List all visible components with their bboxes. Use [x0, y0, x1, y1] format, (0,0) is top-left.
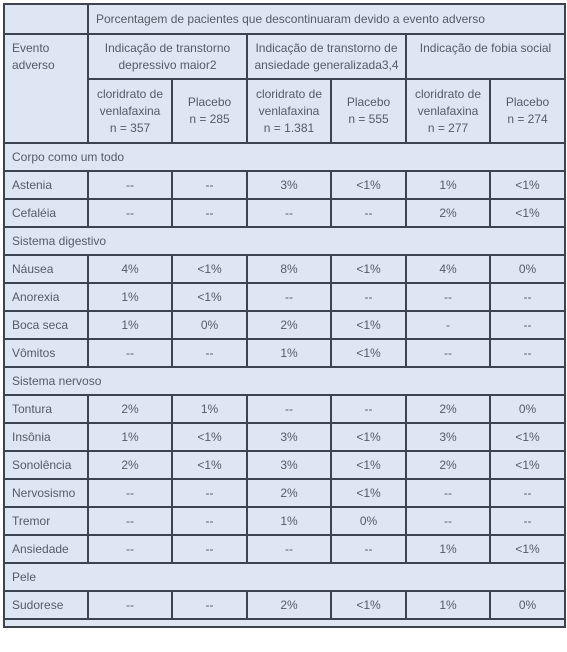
table-row [4, 283, 565, 311]
value-cell: <1% [490, 451, 565, 479]
arm-header [406, 79, 490, 143]
arm-header [88, 79, 172, 143]
value-cell: 2% [88, 451, 172, 479]
trailing-row [4, 619, 565, 627]
value-cell: 3% [406, 423, 490, 451]
event-label: Cefaléia [4, 199, 88, 227]
table-row [4, 395, 565, 423]
arm-name: Placebo [346, 95, 391, 109]
section-title: Pele [4, 563, 565, 591]
value-cell: <1% [490, 199, 565, 227]
value-cell: - [406, 311, 490, 339]
event-label: Sudorese [4, 591, 88, 619]
section-row [4, 227, 565, 255]
value-cell: 0% [490, 255, 565, 283]
value-cell: 4% [88, 255, 172, 283]
value-cell: 2% [247, 591, 331, 619]
value-cell: 1% [88, 423, 172, 451]
value-cell: -- [331, 395, 406, 423]
arm-n: n = 555 [348, 112, 389, 126]
table-title: Porcentagem de pacientes que descontinuaram devido a evento adverso [88, 4, 565, 34]
value-cell: -- [88, 591, 172, 619]
arm-name: cloridrato de venlafaxina [255, 86, 323, 118]
value-cell: 1% [88, 311, 172, 339]
table-body [4, 4, 565, 627]
value-cell: <1% [172, 283, 247, 311]
event-label: Astenia [4, 171, 88, 199]
adverse-events-table [3, 3, 566, 628]
value-cell: 3% [247, 171, 331, 199]
value-cell: 3% [247, 451, 331, 479]
event-label: Insônia [4, 423, 88, 451]
event-label: Sonolência [4, 451, 88, 479]
arm-header [247, 79, 331, 143]
value-cell: 4% [406, 255, 490, 283]
table-row [4, 479, 565, 507]
value-cell: <1% [172, 255, 247, 283]
table-row [4, 199, 565, 227]
value-cell: 2% [247, 311, 331, 339]
row-label-header: Evento adverso [4, 34, 88, 143]
section-row [4, 563, 565, 591]
event-label: Tontura [4, 395, 88, 423]
value-cell: 2% [406, 451, 490, 479]
event-label: Nervosismo [4, 479, 88, 507]
value-cell: -- [88, 535, 172, 563]
value-cell: -- [88, 199, 172, 227]
value-cell: 0% [490, 395, 565, 423]
value-cell: 1% [406, 591, 490, 619]
value-cell: <1% [172, 451, 247, 479]
value-cell: -- [331, 199, 406, 227]
value-cell: 1% [247, 339, 331, 367]
value-cell: -- [247, 395, 331, 423]
value-cell: -- [406, 507, 490, 535]
value-cell: <1% [331, 255, 406, 283]
value-cell: -- [172, 199, 247, 227]
value-cell: <1% [172, 423, 247, 451]
value-cell: 8% [247, 255, 331, 283]
value-cell: -- [88, 171, 172, 199]
value-cell: -- [172, 591, 247, 619]
event-label: Boca seca [4, 311, 88, 339]
value-cell: -- [247, 535, 331, 563]
value-cell: -- [247, 199, 331, 227]
value-cell: 0% [172, 311, 247, 339]
value-cell: -- [172, 171, 247, 199]
value-cell: -- [88, 479, 172, 507]
section-title: Sistema digestivo [4, 227, 565, 255]
value-cell: -- [490, 479, 565, 507]
table-row [4, 311, 565, 339]
arm-n: n = 277 [427, 120, 469, 135]
arm-n: n = 357 [109, 120, 151, 135]
value-cell: -- [172, 479, 247, 507]
value-cell: <1% [331, 451, 406, 479]
value-cell: 1% [88, 283, 172, 311]
header-corner-cell [4, 4, 88, 34]
value-cell: -- [406, 479, 490, 507]
value-cell: -- [172, 535, 247, 563]
value-cell: -- [331, 283, 406, 311]
section-row [4, 367, 565, 395]
value-cell: 3% [247, 423, 331, 451]
header-row-title [4, 4, 565, 34]
value-cell: 2% [406, 395, 490, 423]
table-row [4, 451, 565, 479]
value-cell: <1% [331, 339, 406, 367]
table-row [4, 507, 565, 535]
header-row-arms [4, 79, 565, 143]
group-header-mdd: Indicação de transtorno depressivo maior2 [88, 34, 247, 79]
table-row [4, 535, 565, 563]
value-cell: -- [331, 535, 406, 563]
arm-header [172, 79, 247, 143]
arm-name: Placebo [187, 95, 232, 109]
header-row-groups [4, 34, 565, 79]
value-cell: -- [172, 339, 247, 367]
section-title: Sistema nervoso [4, 367, 565, 395]
value-cell: 2% [88, 395, 172, 423]
value-cell: -- [490, 507, 565, 535]
value-cell: -- [406, 283, 490, 311]
arm-header [331, 79, 406, 143]
table-row [4, 171, 565, 199]
section-row [4, 143, 565, 171]
arm-name: cloridrato de venlafaxina [96, 86, 164, 118]
value-cell: <1% [490, 171, 565, 199]
group-header-social-phobia: Indicação de fobia social [406, 34, 565, 79]
table-row [4, 591, 565, 619]
value-cell: 0% [490, 591, 565, 619]
value-cell: -- [490, 311, 565, 339]
value-cell: <1% [331, 479, 406, 507]
section-title: Corpo como um todo [4, 143, 565, 171]
value-cell: -- [406, 339, 490, 367]
arm-n: n = 285 [189, 112, 230, 126]
value-cell: -- [490, 339, 565, 367]
value-cell: <1% [331, 171, 406, 199]
arm-name: cloridrato de venlafaxina [414, 86, 482, 118]
value-cell: -- [172, 507, 247, 535]
group-header-gad: Indicação de transtorno de ansiedade generalizada3,4 [247, 34, 406, 79]
event-label: Tremor [4, 507, 88, 535]
value-cell: -- [88, 339, 172, 367]
value-cell: <1% [490, 535, 565, 563]
value-cell: <1% [331, 311, 406, 339]
arm-header [490, 79, 565, 143]
event-label: Ansiedade [4, 535, 88, 563]
table-row [4, 423, 565, 451]
value-cell: 1% [406, 535, 490, 563]
arm-n: n = 274 [507, 112, 548, 126]
table-row [4, 255, 565, 283]
value-cell: 0% [331, 507, 406, 535]
value-cell: 1% [247, 507, 331, 535]
value-cell: -- [490, 283, 565, 311]
trailing-cell [4, 619, 565, 627]
event-label: Anorexia [4, 283, 88, 311]
arm-n: n = 1.381 [263, 120, 315, 135]
event-label: Vômitos [4, 339, 88, 367]
value-cell: 2% [406, 199, 490, 227]
table-row [4, 339, 565, 367]
value-cell: -- [88, 507, 172, 535]
value-cell: <1% [331, 591, 406, 619]
arm-name: Placebo [505, 95, 550, 109]
value-cell: 2% [247, 479, 331, 507]
value-cell: <1% [490, 423, 565, 451]
event-label: Náusea [4, 255, 88, 283]
value-cell: 1% [172, 395, 247, 423]
value-cell: -- [247, 283, 331, 311]
value-cell: 1% [406, 171, 490, 199]
value-cell: <1% [331, 423, 406, 451]
